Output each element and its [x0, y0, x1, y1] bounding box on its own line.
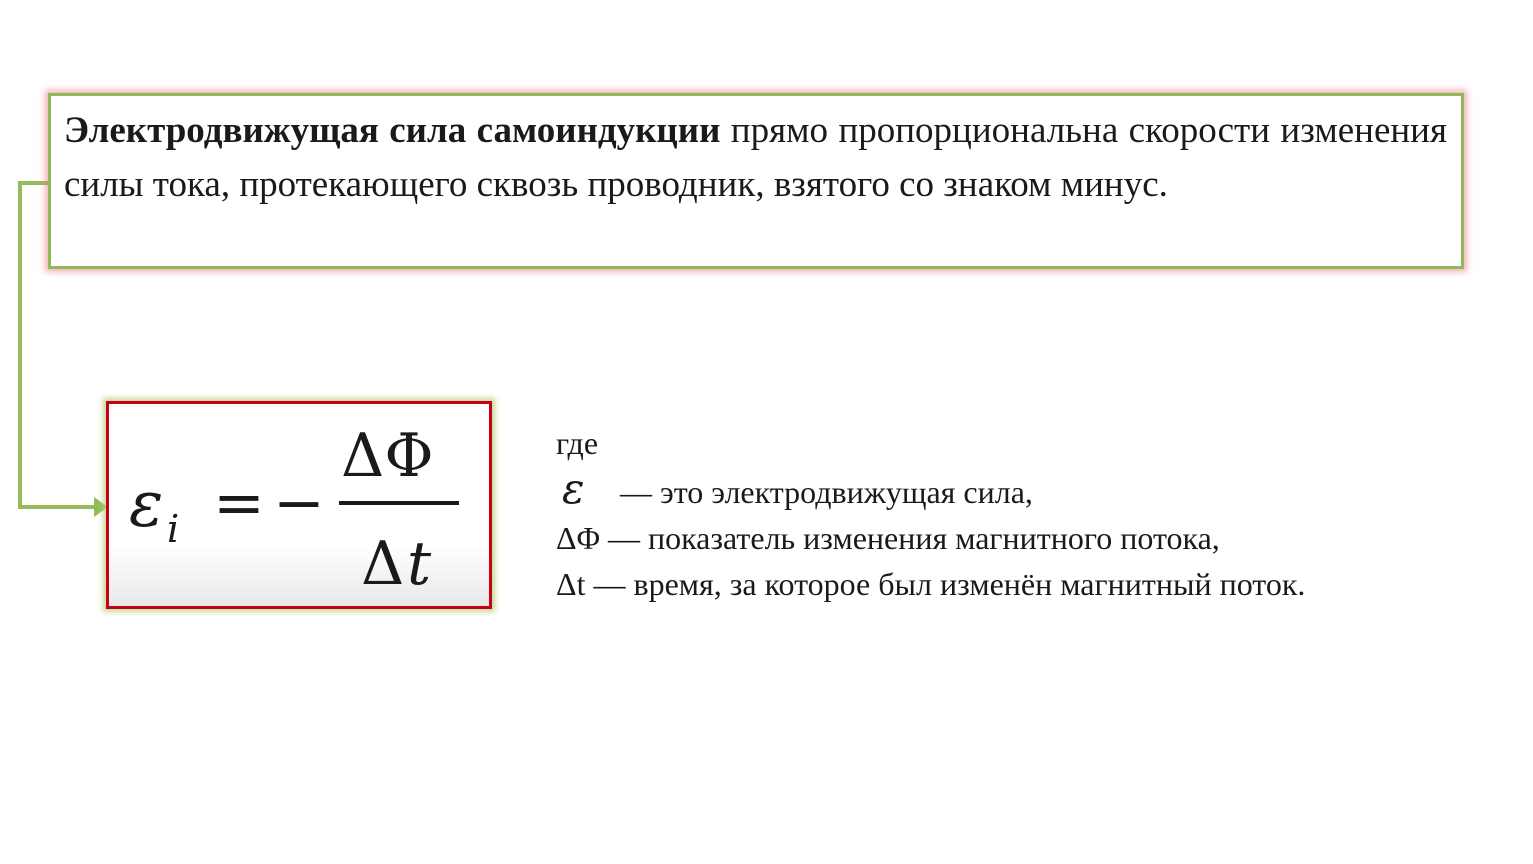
formula-subscript: i — [167, 507, 180, 551]
formula-numerator: ΔΦ — [341, 421, 434, 491]
legend — [556, 420, 1305, 607]
formula-minus: − — [273, 466, 325, 539]
definition-bold-term: Электродвижущая сила самоиндукции — [64, 110, 721, 151]
formula-denominator-var: t — [407, 529, 432, 599]
formula-box — [106, 401, 492, 609]
legend-eps-symbol: ε — [562, 464, 585, 513]
definition-box — [48, 93, 1464, 269]
formula — [109, 404, 489, 606]
legend-eps-line — [556, 466, 1305, 515]
legend-phi-line: ΔΦ — показатель изменения магнитного потока, — [556, 520, 1220, 556]
definition-text — [64, 104, 1447, 212]
formula-equals: = — [213, 466, 265, 539]
legend-eps-desc: — это электродвижущая сила, — [620, 474, 1033, 510]
formula-denominator-delta: Δ — [361, 529, 405, 599]
definition-rest: прямо пропорциональна скорости изменения силы тока, протекающего сквозь проводник, взятого со знаком минус. — [64, 110, 1447, 205]
legend-intro: где — [556, 425, 599, 461]
formula-epsilon: ε — [129, 468, 164, 542]
legend-t-line: Δt — время, за которое был изменён магнитный поток. — [556, 566, 1306, 602]
